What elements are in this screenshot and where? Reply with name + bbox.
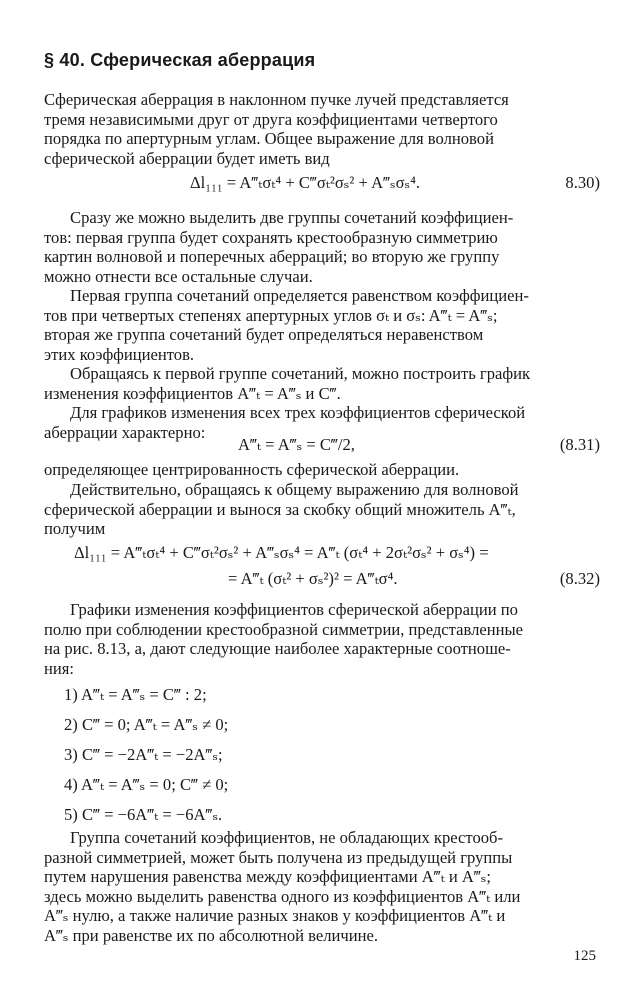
text-line: Сразу же можно выделить две группы сочетаний коэффициен-: [70, 208, 514, 227]
equation-8-32: [60, 542, 600, 590]
equation-expression: A‴ₜ = A‴ₛ = C‴/2,: [238, 435, 355, 454]
relations-list: [64, 680, 228, 830]
text-line: Для графиков изменения всех трех коэффициентов сферической: [70, 403, 526, 422]
equation-line-2: = A‴ₜ (σₜ² + σₛ²)² = A‴ₜσ⁴.: [228, 569, 398, 588]
equation-number: (8.31): [559, 435, 600, 454]
equation-line-1: Δl₁₁₁ = A‴ₜσₜ⁴ + C‴σₜ²σₛ² + A‴ₛσₛ⁴ = A‴ₜ (σₜ⁴ + 2σₜ²σₛ² + σₛ⁴) =: [74, 543, 489, 562]
list-item: 3) C‴ = −2A‴ₜ = −2A‴ₛ;: [64, 745, 223, 764]
equation-expression: Δl₁₁₁ = A‴ₜσₜ⁴ + C‴σₜ²σₛ² + A‴ₛσₛ⁴.: [190, 173, 421, 192]
text-line: сферической аберрации будет иметь вид: [44, 148, 330, 168]
text-line: определяющее центрированность сферической аберрации.: [44, 460, 460, 479]
list-item: 5) C‴ = −6A‴ₜ = −6A‴ₛ.: [64, 805, 223, 824]
text-line: вторая же группа сочетаний будет определяться неравенством: [44, 325, 484, 345]
section-title: § 40. Сферическая аберрация: [44, 50, 316, 70]
paragraph-indeed: [44, 480, 600, 539]
text-line: порядка по апертурным углам. Общее выражение для волновой: [44, 129, 494, 149]
text-line: Сферическая аберрация в наклонном пучке лучей представляется: [44, 90, 509, 109]
text-line: тремя независимыми друг от друга коэффициентами четвертого: [44, 109, 498, 129]
paragraph-asymmetric: [44, 828, 600, 946]
equation-number: 8.30): [565, 173, 600, 192]
text-line: Первая группа сочетаний определяется равенством коэффициен-: [70, 286, 529, 305]
list-item: 2) C‴ = 0; A‴ₜ = A‴ₛ ≠ 0;: [64, 715, 229, 734]
text-line: ния:: [44, 658, 75, 678]
text-line: здесь можно выделить равенства одного из коэффициентов A‴ₜ или: [44, 886, 521, 906]
text-line: на рис. 8.13, а, дают следующие наиболее характерные соотноше-: [44, 639, 511, 659]
text-line: изменения коэффициентов A‴ₜ = A‴ₛ и C‴.: [44, 383, 341, 403]
paragraph-first-group: [44, 286, 600, 364]
text-line: полю при соблюдении крестообразной симметрии, представленные: [44, 619, 524, 639]
paragraph-graphs-field: [44, 600, 600, 678]
text-line: Обращаясь к первой группе сочетаний, можно построить график: [70, 364, 531, 383]
text-line: этих коэффициентов.: [44, 344, 195, 364]
text-line: получим: [44, 519, 106, 539]
text-line: путем нарушения равенства между коэффициентами A‴ₜ и A‴ₛ;: [44, 867, 492, 887]
equation-8-30: [60, 172, 600, 196]
list-item: 4) A‴ₜ = A‴ₛ = 0; C‴ ≠ 0;: [64, 775, 229, 794]
text-line: картин волновой и поперечных аберраций; во вторую же группу: [44, 247, 500, 267]
text-line: разной симметрией, может быть получена из предыдущей группы: [44, 847, 513, 867]
text-line: Действительно, обращаясь к общему выражению для волновой: [70, 480, 519, 499]
text-line: A‴ₛ при равенстве их по абсолютной величине.: [44, 925, 379, 945]
paragraph-graph: [44, 364, 600, 403]
text-line: сферической аберрации и вынося за скобку общий множитель A‴ₜ,: [44, 499, 516, 519]
text-line: Группа сочетаний коэффициентов, не обладающих крестооб-: [70, 828, 504, 847]
list-item: 1) A‴ₜ = A‴ₛ = C‴ : 2;: [64, 685, 207, 704]
paragraph-groups: [44, 208, 600, 286]
text-line: тов: первая группа будет сохранять крестообразную симметрию: [44, 227, 498, 247]
equation-8-31: [60, 434, 600, 458]
paragraph-intro: [44, 90, 600, 168]
equation-number: (8.32): [559, 569, 600, 588]
paragraph-centered: [44, 460, 600, 480]
text-line: аберрации характерно:: [44, 422, 206, 442]
page-number: 125: [573, 948, 596, 964]
text-line: тов при четвертых степенях апертурных углов σₜ и σₛ: A‴ₜ = A‴ₛ;: [44, 305, 498, 325]
text-line: можно отнести все остальные случаи.: [44, 266, 313, 286]
text-line: A‴ₛ нулю, а также наличие разных знаков у коэффициентов A‴ₜ и: [44, 906, 506, 926]
text-line: Графики изменения коэффициентов сферической аберрации по: [70, 600, 518, 619]
